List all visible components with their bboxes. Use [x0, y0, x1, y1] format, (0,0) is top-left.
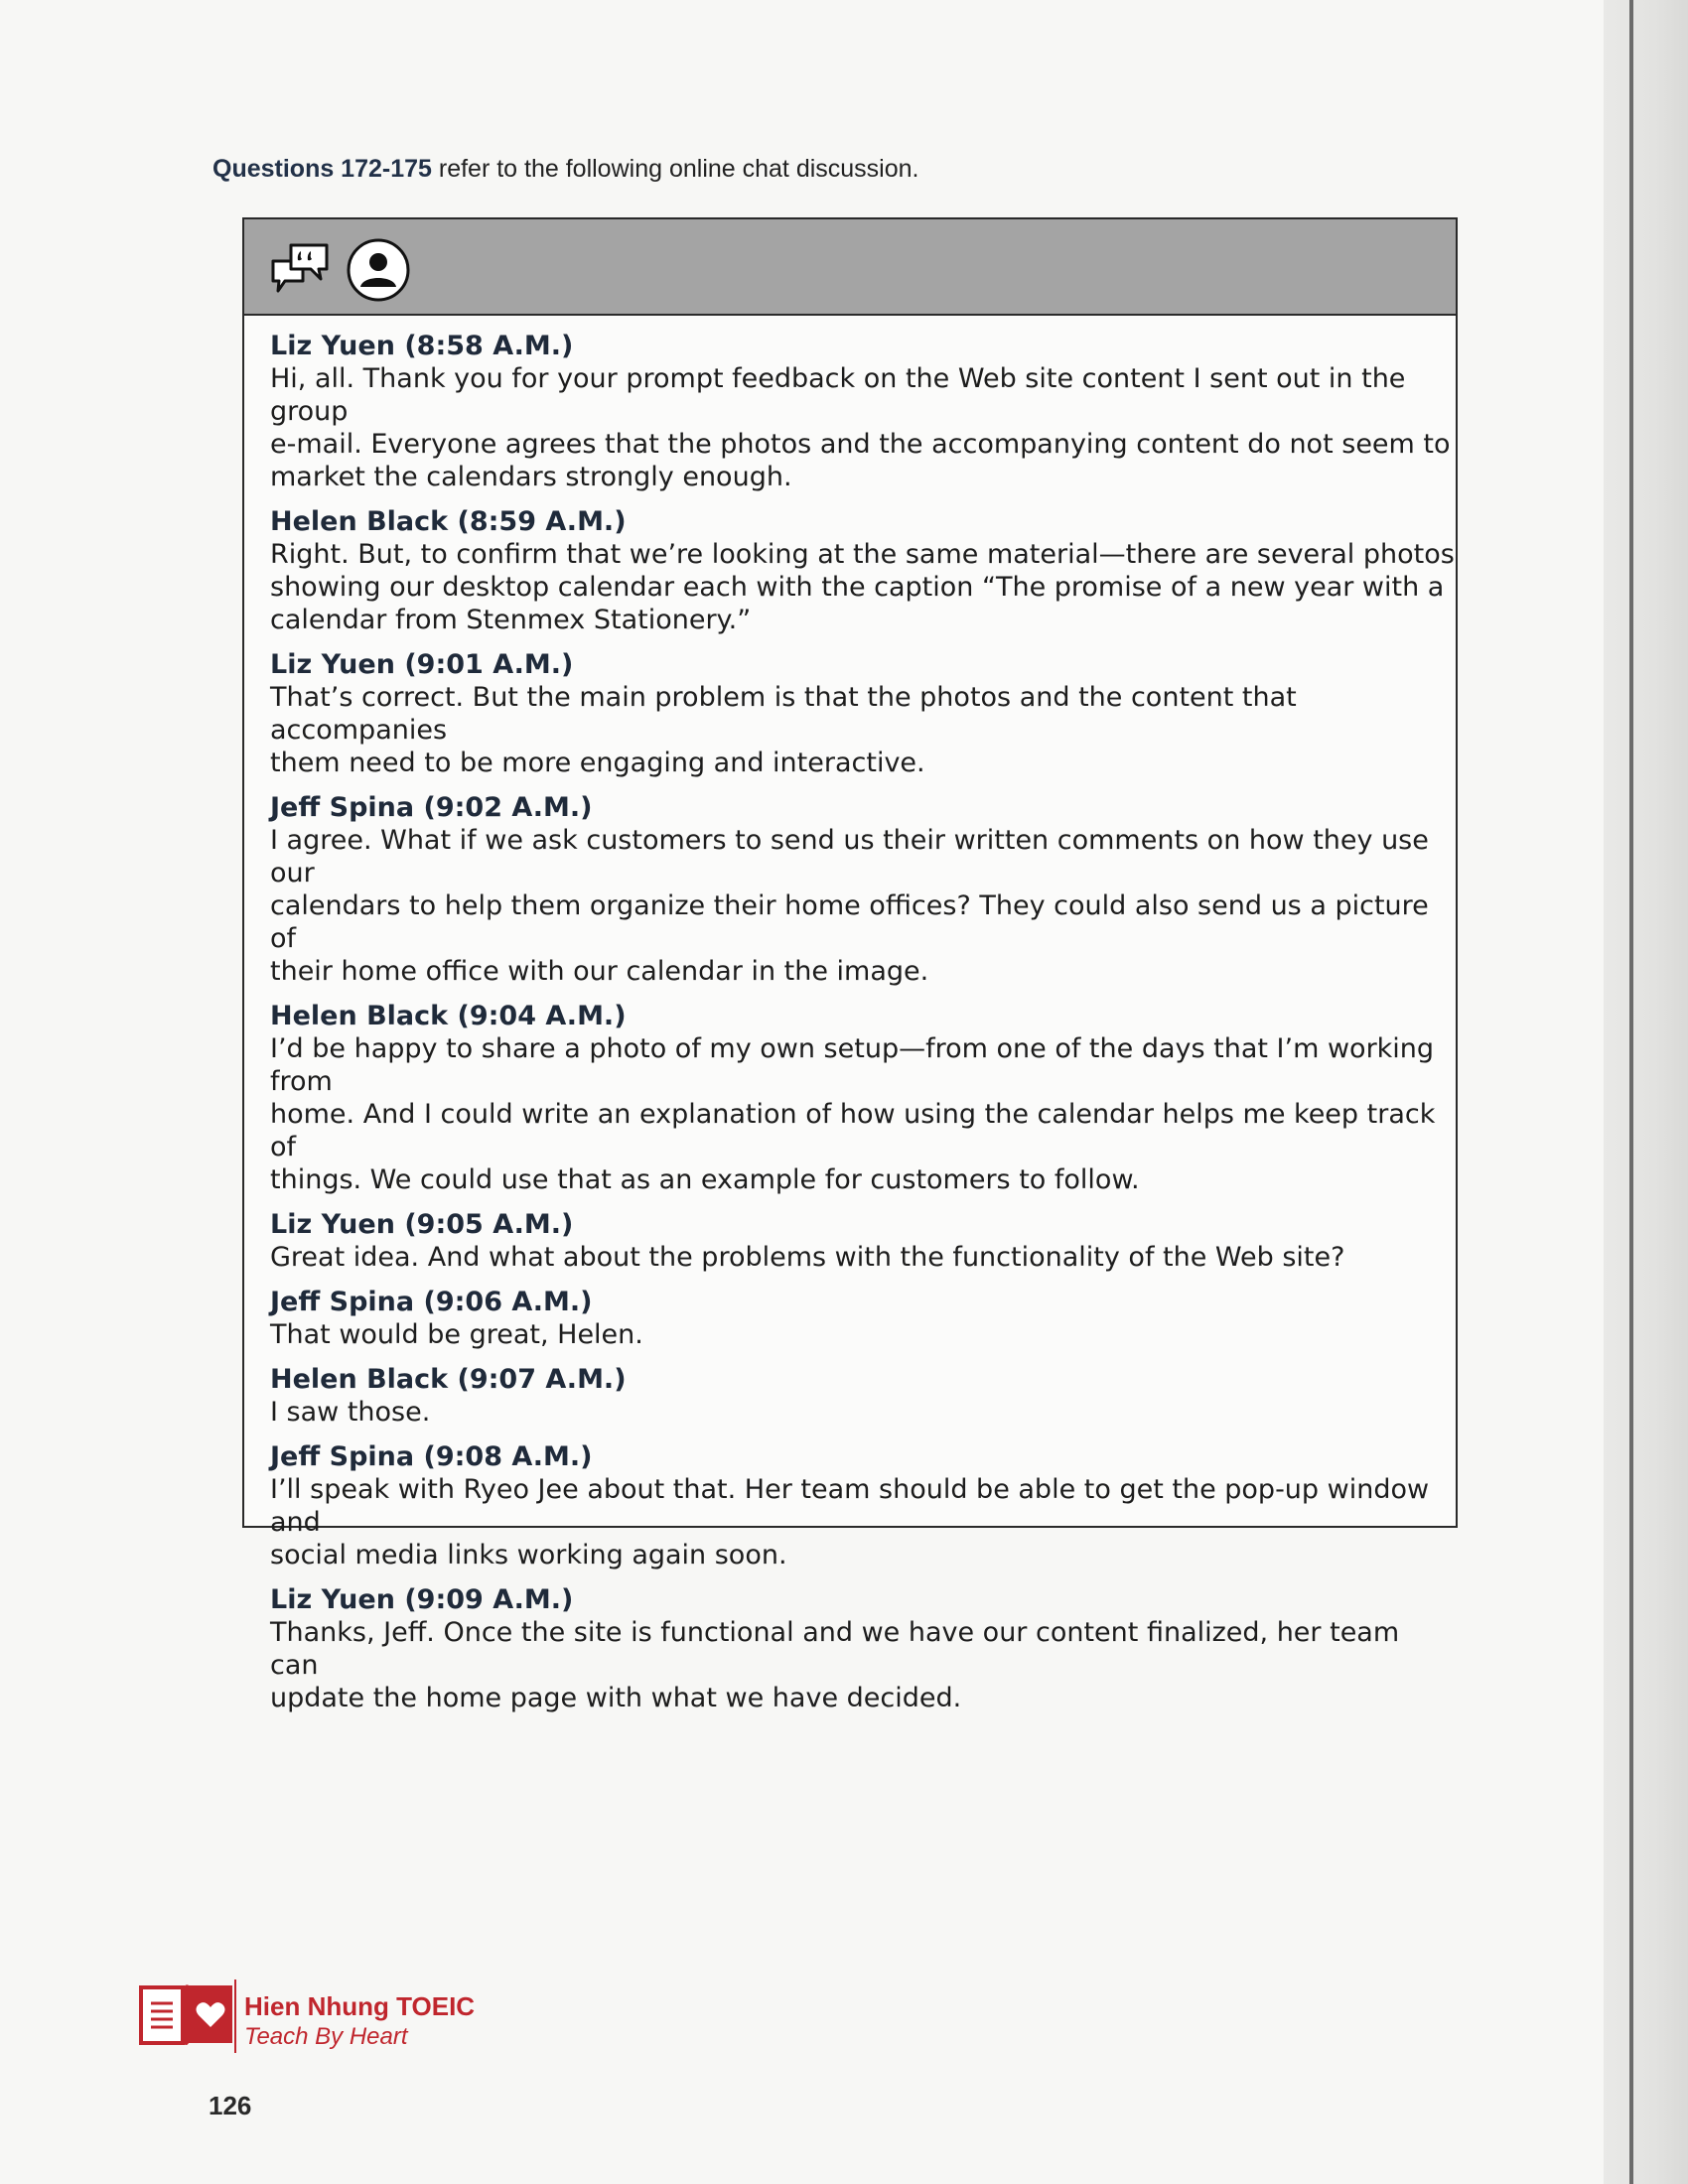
- chat-message: [270, 791, 1456, 988]
- message-text: That’s correct. But the main problem is that the photos and the content that accompanies them need to be more engaging and interactive.: [270, 682, 1297, 778]
- message-text: Thanks, Jeff. Once the site is functional and we have our content finalized, her team can update the home page with what we have decided.: [270, 1617, 1400, 1713]
- message-sender: Liz Yuen (8:58 A.M.): [270, 331, 574, 361]
- page-edge-line: [1629, 0, 1633, 2184]
- message-sender: Jeff Spina (9:08 A.M.): [270, 1441, 593, 1472]
- chat-window: [242, 217, 1458, 1713]
- footer-divider: [234, 1979, 236, 2053]
- chat-message: [270, 648, 1456, 779]
- question-intro: refer to the following online chat discussion.: [431, 155, 919, 183]
- chat-toolbar: [244, 219, 1456, 316]
- message-sender: Helen Black (8:59 A.M.): [270, 506, 627, 537]
- message-sender: Jeff Spina (9:06 A.M.): [270, 1287, 593, 1317]
- message-text: I’d be happy to share a photo of my own setup—from one of the days that I’m working from home. And I could write an explanation of how using the calendar helps me keep track of things. We could use that as an example for customers to follow.: [270, 1033, 1436, 1195]
- page-number: 126: [209, 2091, 252, 2120]
- message-text: Right. But, to confirm that we’re looking at the same material—there are several photos showing our desktop calendar each with the caption “The promise of a new year with a calendar from Stenmex Stationery.”: [270, 539, 1455, 635]
- user-icon: [346, 237, 411, 303]
- message-text: Hi, all. Thank you for your prompt feedback on the Web site content I sent out in the group e-mail. Everyone agrees that the photos and the accompanying content do not seem to market the calendars strongly enough.: [270, 363, 1451, 492]
- message-sender: Liz Yuen (9:01 A.M.): [270, 649, 574, 680]
- chat-message: [270, 1363, 1456, 1429]
- chat-messages: [244, 316, 1456, 1714]
- message-sender: Helen Black (9:07 A.M.): [270, 1364, 627, 1395]
- chat-message: [270, 1208, 1456, 1274]
- page-edge-shading: [1604, 0, 1688, 2184]
- footer-brand: Hien Nhung TOEIC: [244, 1991, 476, 2021]
- message-text: That would be great, Helen.: [270, 1319, 643, 1350]
- question-header: [212, 155, 919, 184]
- chat-message: [270, 1286, 1456, 1351]
- footer-tagline: Teach By Heart: [244, 2023, 408, 2050]
- message-text: I saw those.: [270, 1397, 431, 1428]
- chat-message: [270, 1000, 1456, 1196]
- chat-message: [270, 1440, 1456, 1571]
- chat-message: [270, 505, 1456, 636]
- chat-bubble-icon: [269, 239, 331, 297]
- message-sender: Jeff Spina (9:02 A.M.): [270, 792, 593, 823]
- message-text: Great idea. And what about the problems with the functionality of the Web site?: [270, 1242, 1345, 1273]
- chat-message: [270, 1583, 1456, 1714]
- message-text: I’ll speak with Ryeo Jee about that. Her team should be able to get the pop-up window and social media links working again soon.: [270, 1474, 1430, 1570]
- question-range: Questions 172-175: [212, 155, 432, 183]
- message-sender: Helen Black (9:04 A.M.): [270, 1001, 627, 1031]
- book-heart-icon: [137, 1981, 236, 2049]
- message-sender: Liz Yuen (9:09 A.M.): [270, 1584, 574, 1615]
- message-text: I agree. What if we ask customers to send us their written comments on how they use our calendars to help them organize their home offices? They could also send us a picture of their home office with our calendar in the image.: [270, 825, 1429, 987]
- chat-message: [270, 330, 1456, 493]
- message-sender: Liz Yuen (9:05 A.M.): [270, 1209, 574, 1240]
